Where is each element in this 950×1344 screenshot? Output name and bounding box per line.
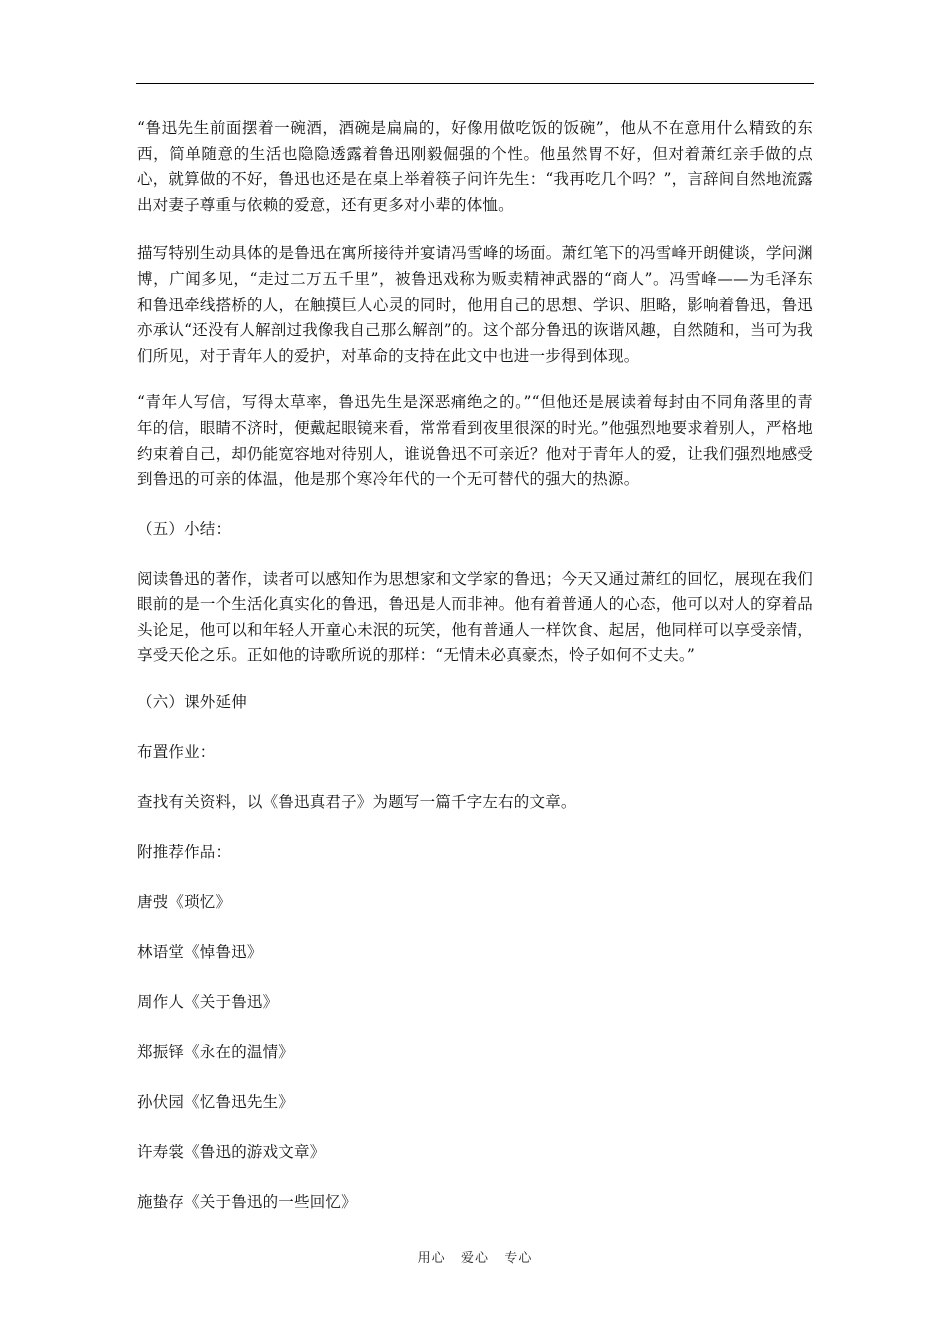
- recommended-work: 郑振铎《永在的温情》: [137, 1042, 295, 1061]
- page-footer: 用心 爱心 专心: [417, 1251, 533, 1266]
- paragraph-lu-xun-wine-bowl: “鲁迅先生前面摆着一碗酒，酒碗是扁扁的，好像用做吃饭的饭碗”，他从不在意用什么精致的东西，简单随意的生活也隐隐透露着鲁迅刚毅倔强的个性。他虽然胃不好，但对着萧红亲手做的点心，就算做的不好，鲁迅也还是在桌上举着筷子问许先生：“我再吃几个吗？”，言辞间自然地流露出对妻子尊重与依赖的爱意，还有更多对小辈的体恤。: [137, 119, 813, 214]
- header-rule: [136, 83, 814, 84]
- recommended-work: 施蛰存《关于鲁迅的一些回忆》: [137, 1192, 357, 1211]
- recommended-work: 唐弢《琐忆》: [137, 893, 232, 912]
- recommended-work: 林语堂《悼鲁迅》: [137, 943, 263, 961]
- recommended-work: 孙伏园《忆鲁迅先生》: [137, 1092, 295, 1111]
- homework-label: 布置作业：: [137, 743, 216, 762]
- section-5-heading: （五）小结：: [137, 519, 232, 538]
- document-body: [137, 116, 813, 1240]
- paragraph-youth-letters: “青年人写信，写得太草率，鲁迅先生是深恶痛绝之的。”“但他还是展读着每封由不同角落里的青年的信，眼睛不济时，便戴起眼镜来看，常常看到夜里很深的时光。”他强烈地要求着别人，严格地约束着自己，却仍能宽容地对待别人，谁说鲁迅不可亲近？他对于青年人的爱，让我们强烈地感受到鲁迅的可亲的体温，他是那个寒冷年代的一个无可替代的强大的热源。: [137, 393, 813, 489]
- section-6-heading: （六）课外延伸: [137, 693, 247, 712]
- paragraph-feng-xuefeng-banquet: 描写特别生动具体的是鲁迅在寓所接待并宴请冯雪峰的场面。萧红笔下的冯雪峰开朗健谈，学问渊博，广闻多见，“走过二万五千里”，被鲁迅戏称为贩卖精神武器的“商人”。冯雪峰——为毛泽东和鲁迅牵线搭桥的人，在触摸巨人心灵的同时，他用自己的思想、学识、胆略，影响着鲁迅，鲁迅亦承认“还没有人解剖过我像我自己那么解剖”的。这个部分鲁迅的诙谐风趣，自然随和，当可为我们所见，对于青年人的爱护，对革命的支持在此文中也进一步得到体现。: [137, 244, 813, 365]
- recommended-work: 许寿裳《鲁迅的游戏文章》: [137, 1142, 326, 1161]
- homework-text: 查找有关资料，以《鲁迅真君子》为题写一篇千字左右的文章。: [137, 793, 577, 812]
- recommended-work: 周作人《关于鲁迅》: [137, 992, 279, 1011]
- section-5-summary-paragraph: 阅读鲁迅的著作，读者可以感知作为思想家和文学家的鲁迅；今天又通过萧红的回忆，展现在我们眼前的是一个生活化真实化的鲁迅，鲁迅是人而非神。他有着普通人的心态，他可以对人的穿着品头论足，他可以和年轻人开童心未泯的玩笑，他有普通人一样饮食、起居，他同样可以享受亲情，享受天伦之乐。正如他的诗歌所说的那样：“无情未必真豪杰，怜子如何不丈夫。”: [137, 569, 813, 665]
- recommend-label: 附推荐作品：: [137, 843, 232, 862]
